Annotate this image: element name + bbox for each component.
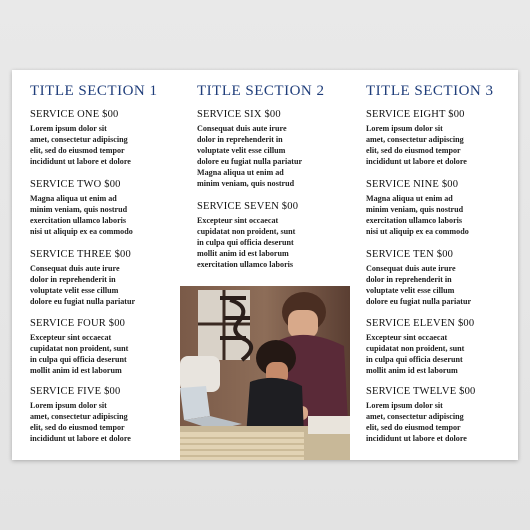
service-block [366,386,511,444]
trifold-brochure [12,70,518,460]
service-block [30,386,180,444]
service-block [366,318,511,376]
service-name: SERVICE SIX $00 [197,109,281,120]
service-name: SERVICE FIVE $00 [30,386,121,397]
service-block [366,109,511,167]
service-description: Magna aliqua ut enim ad minim veniam, quis nostrud exercitation ullamco laboris nisi ut aliquip ex ea commodo [366,194,469,237]
service-name: SERVICE SEVEN $00 [197,201,299,212]
service-name: SERVICE FOUR $00 [30,318,126,329]
section-title: TITLE SECTION 1 [30,83,158,99]
service-block [197,201,357,270]
service-description: Consequat duis aute irure dolor in reprehenderit in voluptate velit esse cillum dolore eu fugiat nulla pariatur Magna aliqua ut enim ad minim veniam, quis nostrud [197,124,303,189]
section-title: TITLE SECTION 2 [197,83,325,99]
service-name: SERVICE TEN $00 [366,249,454,260]
service-block [30,109,180,167]
service-description: Excepteur sint occaecat cupidatat non proident, sunt in culpa qui officia deserunt mollit anim id est laborum [30,333,129,376]
service-description: Lorem ipsum dolor sit amet, consectetur adipiscing elit, sed do eiusmod tempor incididunt ut labore et dolore [366,124,467,167]
photo-people-at-laptop [180,286,350,460]
service-description: Lorem ipsum dolor sit amet, consectetur adipiscing elit, sed do eiusmod tempor incididunt ut labore et dolore [366,401,467,444]
service-block [366,179,511,237]
section-title: TITLE SECTION 3 [366,83,494,99]
service-description: Lorem ipsum dolor sit amet, consectetur adipiscing elit, sed do eiusmod tempor incididunt ut labore et dolore [30,124,131,167]
service-block [30,249,180,307]
service-name: SERVICE THREE $00 [30,249,131,260]
service-name: SERVICE EIGHT $00 [366,109,465,120]
service-description: Excepteur sint occaecat cupidatat non proident, sunt in culpa qui officia deserunt mollit anim id est laborum [366,333,465,376]
service-block [197,109,357,190]
service-name: SERVICE NINE $00 [366,179,459,190]
service-description: Consequat duis aute irure dolor in reprehenderit in voluptate velit esse cillum dolore eu fugiat nulla pariatur [30,264,136,307]
service-block [30,318,180,376]
service-description: Consequat duis aute irure dolor in reprehenderit in voluptate velit esse cillum dolore eu fugiat nulla pariatur [366,264,472,307]
photo-illustration [180,286,350,460]
service-name: SERVICE TWELVE $00 [366,386,476,397]
service-name: SERVICE TWO $00 [30,179,121,190]
service-block [366,249,511,307]
service-description: Lorem ipsum dolor sit amet, consectetur adipiscing elit, sed do eiusmod tempor incididunt ut labore et dolore [30,401,131,444]
service-description: Excepteur sint occaecat cupidatat non proident, sunt in culpa qui officia deserunt mollit anim id est laborum exercitation ullamco laboris [197,216,296,270]
service-block [30,179,180,237]
service-name: SERVICE ONE $00 [30,109,119,120]
service-description: Magna aliqua ut enim ad minim veniam, quis nostrud exercitation ullamco laboris nisi ut aliquip ex ea commodo [30,194,133,237]
service-name: SERVICE ELEVEN $00 [366,318,475,329]
